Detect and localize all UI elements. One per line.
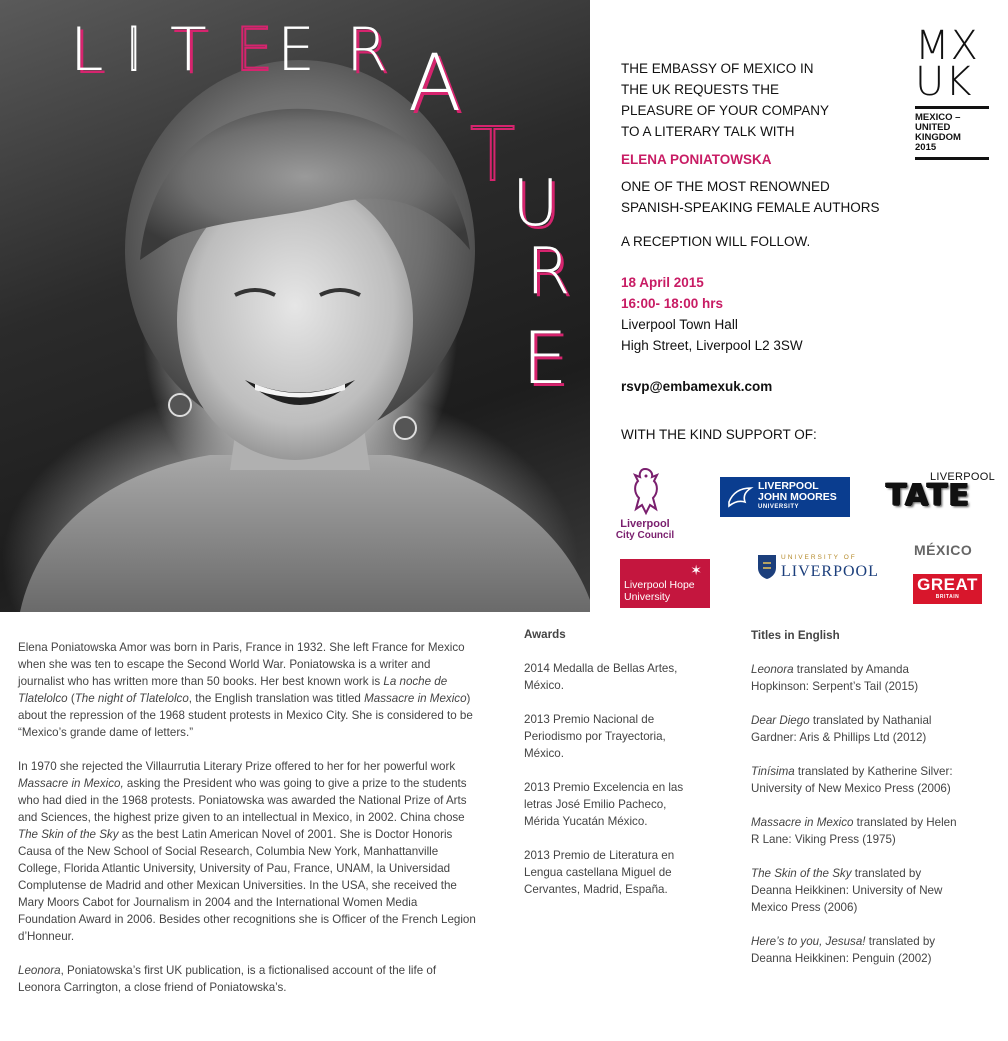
university-of-liverpool-logo [755,552,879,584]
title-item [751,661,961,695]
mxuk-logo-sub-2: UNITED [915,122,951,133]
hope-text-2: University [624,591,671,603]
bio-p1-title-c: Massacre in Mexico [364,692,467,705]
guest-desc-2: SPANISH-SPEAKING FEMALE AUTHORS [621,200,880,215]
mxuk-logo-sub-1: MEXICO – [915,112,961,123]
hero-letter-a: A [408,39,462,129]
venue-name: Liverpool Town Hall [621,317,738,332]
tate-logo: TATE [886,478,970,513]
hope-text [624,579,695,603]
rsvp-email[interactable]: rsvp@embamexuk.com [621,379,773,394]
guest-desc-1: ONE OF THE MOST RENOWNED [621,179,830,194]
title-item-detail: translated by Deanna Heikkinen: University of New Mexico Press (2006) [751,867,943,914]
bio-paragraph-2 [18,758,478,945]
title-item-detail: translated by Helen R Lane: Viking Press (1975) [751,816,957,846]
mxuk-logo-sub-3: KINGDOM [915,132,961,143]
lcc-line-2: City Council [615,530,675,541]
hope-text-1: Liverpool Hope [624,579,695,591]
guest-name: ELENA PONIATOWSKA [621,152,772,167]
ljmu-text-2: UNIVERSITY [758,504,800,510]
support-heading: WITH THE KIND SUPPORT OF: [621,427,817,442]
award-item: 2014 Medalla de Bellas Artes, México. [524,662,678,692]
liverpool-hope-logo [620,559,710,608]
titles-heading: Titles in English [751,629,840,642]
bio-p1-text-b: ( [67,692,75,705]
mxuk-logo [915,23,989,160]
great-britain-logo [913,574,982,604]
title-item-name: Dear Diego [751,714,810,727]
event-time: 16:00- 18:00 hrs [621,296,724,311]
portrait-photo [0,0,590,612]
bio-p3-text: , Poniatowska’s first UK publication, is a fictionalised account of the life of Leonora Carrington, a close friend of Poniatowska’s. [18,964,437,994]
invite-line-2: THE UK REQUESTS THE [621,82,780,97]
bio-paragraph-1 [18,639,478,741]
awards-column [524,626,704,915]
hero-letter-l1: L [70,15,104,85]
ljmu-text-1 [758,481,837,503]
hero-letter-r1: R [346,15,388,85]
great-text: GREAT [917,575,978,594]
ljmu-bird-icon [725,482,755,512]
invite-line-1: THE EMBASSY OF MEXICO IN [621,61,814,76]
title-item-detail: translated by Deanna Heikkinen: Penguin (2002) [751,935,936,965]
titles-column [751,627,961,984]
bio-paragraph-3 [18,962,478,996]
mexico-logo: MÉXICO [914,542,973,558]
star-icon: ✶ [690,562,702,578]
invite-line-4: TO A LITERARY TALK WITH [621,124,795,139]
title-item-name: Massacre in Mexico [751,816,854,829]
liver-bird-icon [626,465,664,517]
bio-p1-title-a: La noche de Tlatelolco [18,675,448,705]
title-item-name: Leonora [751,663,794,676]
hero-letter-e1-white: E [277,15,315,85]
ljmu-logo [720,477,850,517]
awards-heading: Awards [524,628,566,641]
title-item [751,814,961,848]
hero-letter-r2: R [526,235,571,309]
event-date: 18 April 2015 [621,275,704,290]
liverpool-city-council-logo [612,518,678,542]
hero-letter-u: U [512,167,559,241]
title-item-detail: translated by Nathanial Gardner: Aris & Phillips Ltd (2012) [751,714,932,744]
crest-icon [757,554,777,580]
lcc-line-1: Liverpool [620,518,670,530]
bio-p1-text-c: , the English translation was titled [188,692,365,705]
title-item [751,763,961,797]
hero-letter-e2: E [522,316,568,400]
bio-p2-text-c: as the best Latin American Novel of 2001. She is Doctor Honoris Causa of the New School of Social Research, Columbia New York, Manhattanville College, Florida Atlantic University, University of Pau, France, UNAM, la Universidad Complutense de Madrid and other Mexican Universities. In the USA, she received the Mary Moors Cabot for Journalism in 2004 and the International Women Media Foundation Award in 2006. Besides other recognitions she is Officer of the French Legion d’Honneur. [18,828,476,943]
bio-p1-text-d: ) about the repression of the 1968 student protests in Mexico City. She is considered to be “Mexico’s grande dame of letters.” [18,692,473,739]
biography [18,639,478,1013]
bio-p1-text-a: Elena Poniatowska Amor was born in Paris, France in 1932. She left France for Mexico when she was ten to escape the Second World War. Poniatowska is a writer and journalist who has written more than 50 books. Her best known work is [18,641,465,688]
bio-p2-title-b: The Skin of the Sky [18,828,119,841]
mxuk-logo-uk: UK [915,59,973,105]
mxuk-logo-divider-2 [915,157,989,160]
mxuk-logo-sub-4: 2015 [915,142,937,153]
invite-line-3: PLEASURE OF YOUR COMPANY [621,103,830,118]
hero-letter-e1: E [235,15,273,85]
britain-text: BRITAIN [935,594,960,600]
title-item-name: Tinísima [751,765,795,778]
title-item-name: The Skin of the Sky [751,867,852,880]
title-item-detail: translated by Katherine Silver: University of New Mexico Press (2006) [751,765,953,795]
mxuk-logo-divider [915,106,989,109]
bio-p3-title: Leonora [18,964,61,977]
title-item-name: Here’s to you, Jesusa! [751,935,866,948]
portrait-illustration [0,0,590,612]
hero-letter-t2: T [470,112,516,198]
uol-text-2: LIVERPOOL [781,563,879,580]
title-item [751,712,961,746]
bio-p2-text-a: In 1970 she rejected the Villaurrutia Literary Prize offered to her for her powerful work [18,760,456,773]
tate-liverpool-small-text: LIVERPOOL [930,471,996,483]
bio-p2-text-b: asking the President who was going to give a prize to the students who had died in the 1968 protests. Poniatowska was awarded the National Prize of Arts and Sciences, the highest prize given to an intellectual in Mexico, in 2002. China chose [18,777,467,824]
bio-p2-title-a: Massacre in Mexico, [18,777,124,790]
venue-address: High Street, Liverpool L2 3SW [621,338,803,353]
mxuk-logo-mx: MX [915,23,979,69]
title-item-detail: translated by Amanda Hopkinson: Serpent’s Tail (2015) [751,663,919,693]
title-item [751,865,961,916]
award-item: 2013 Premio de Literatura en Lengua castellana Miguel de Cervantes, Madrid, España. [524,849,675,896]
ljmu-text-1b: JOHN MOORES [758,491,837,503]
award-item: 2013 Premio Nacional de Periodismo por Trayectoria, México. [524,713,666,760]
bio-p1-title-b: The night of Tlatelolco [74,692,189,705]
award-item: 2013 Premio Excelencia en las letras José Emilio Pacheco, Mérida Yucatán México. [524,781,684,828]
uol-text-1: UNIVERSITY OF [781,554,857,561]
ljmu-text-1a: LIVERPOOL [758,480,819,492]
hero-letter-t1: T [170,15,207,85]
reception-note: A RECEPTION WILL FOLLOW. [621,234,811,249]
hero-letter-i: I [125,15,143,85]
title-item [751,933,961,967]
